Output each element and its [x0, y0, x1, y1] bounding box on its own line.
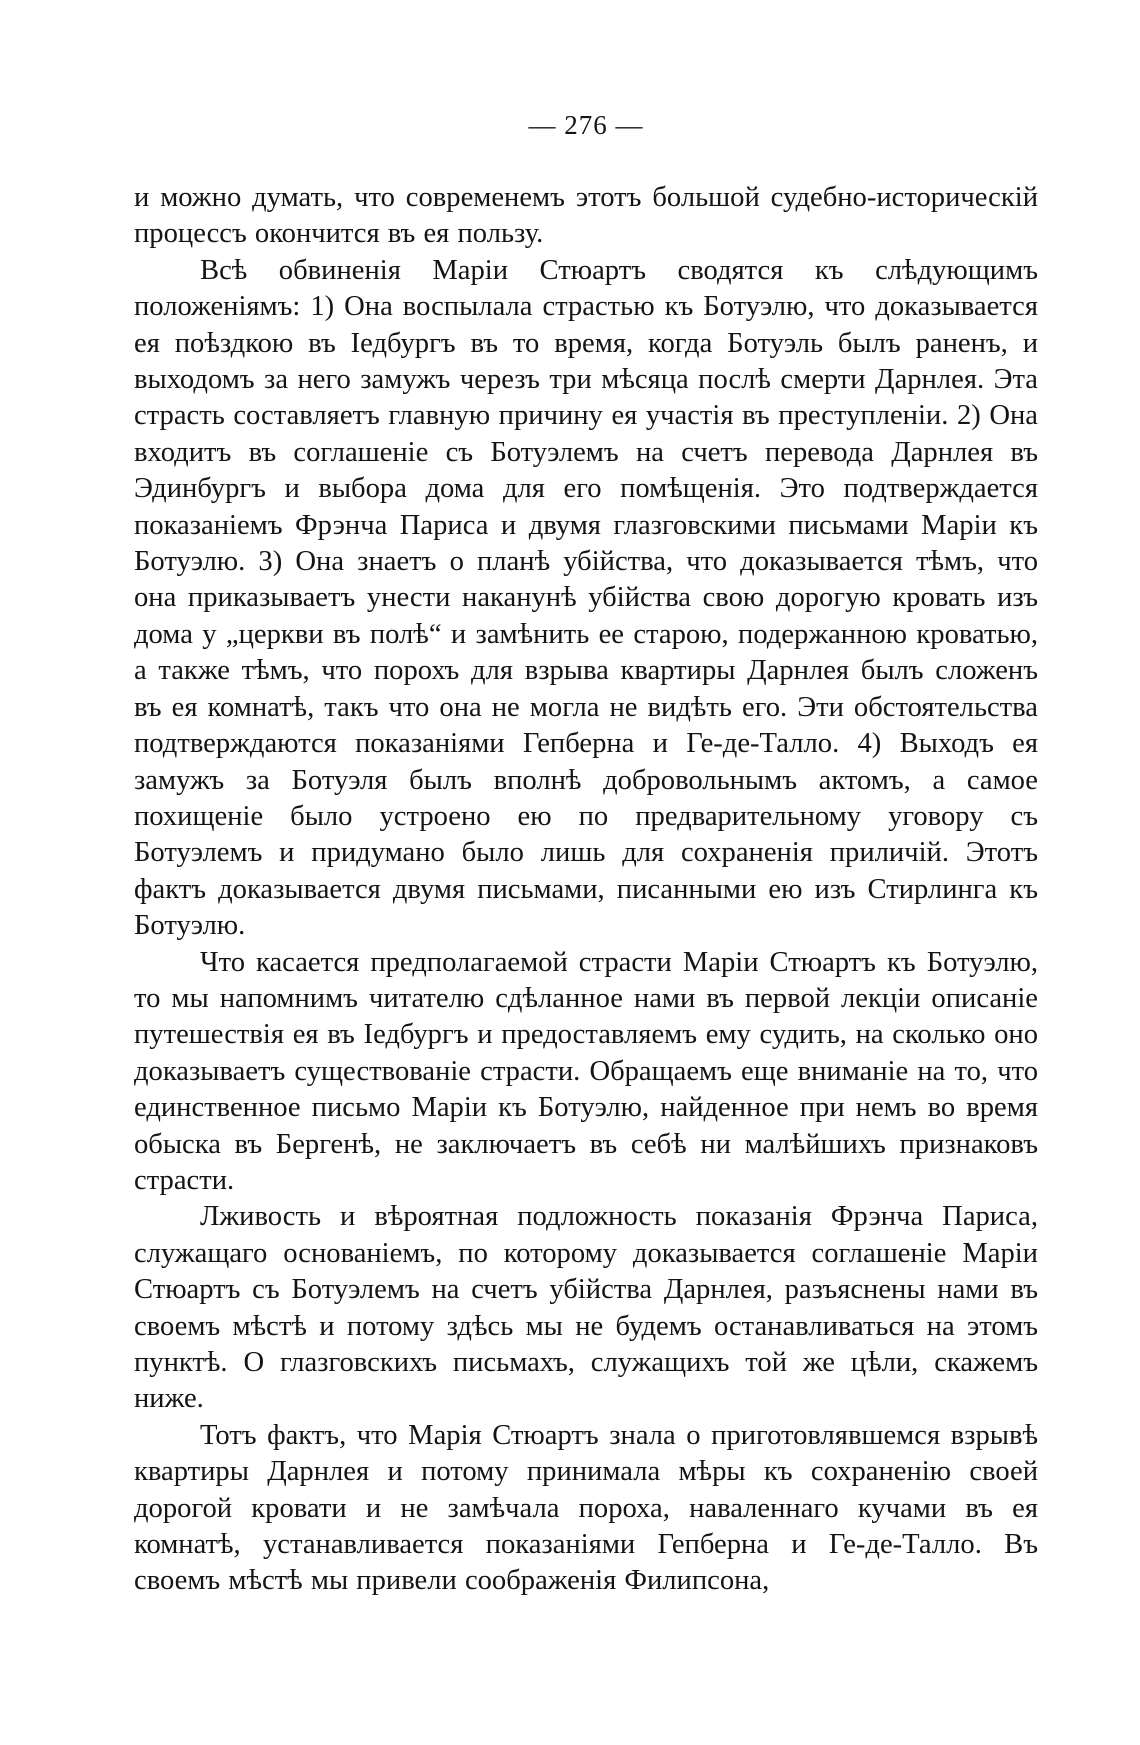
- page-text: [134, 180, 1038, 1600]
- book-page: [134, 108, 1038, 1600]
- paragraph-2: Всѣ обвиненія Маріи Стюартъ сводятся къ слѣдующимъ положеніямъ: 1) Она воспылала страстью къ Ботуэлю, что доказывается ея поѣздкою въ Іедбургъ въ то время, когда Ботуэль былъ раненъ, и выходомъ за него замужъ черезъ три мѣсяца послѣ смерти Дарнлея. Эта страсть составляетъ главную причину ея участія въ преступленіи. 2) Она входитъ въ соглашеніе съ Ботуэлемъ на счетъ перевода Дарнлея въ Эдинбургъ и выбора дома для его помѣщенія. Это подтверждается показаніемъ Фрэнча Париса и двумя глазговскими письмами Маріи къ Ботуэлю. 3) Она знаетъ о планѣ убійства, что доказывается тѣмъ, что она приказываетъ унести наканунѣ убійства свою дорогую кровать изъ дома у „церкви въ полѣ“ и замѣнить ее старою, подержанною кроватью, а также тѣмъ, что порохъ для взрыва квартиры Дарнлея былъ сложенъ въ ея комнатѣ, такъ что она не могла не видѣть его. Эти обстоятельства подтверждаются показаніями Гепберна и Ге-де-Талло. 4) Выходъ ея замужъ за Ботуэля былъ вполнѣ добровольнымъ актомъ, а самое похищеніе было устроено ею по предварительному уговору съ Ботуэлемъ и придумано было лишь для сохраненія приличій. Этотъ фактъ доказывается двумя письмами, писанными ею изъ Стирлинга къ Ботуэлю.: [134, 254, 1038, 942]
- paragraph-5: Тотъ фактъ, что Марія Стюартъ знала о приготовлявшемся взрывѣ квартиры Дарнлея и потому принимала мѣры къ сохраненію своей дорогой кровати и не замѣчала пороха, наваленнаго кучами въ ея комнатѣ, устанавливается показаніями Гепберна и Ге-де-Талло. Въ своемъ мѣстѣ мы привели соображенія Филипсона,: [134, 1419, 1038, 1597]
- page-number: — 276 —: [528, 110, 644, 140]
- paragraph-4: Лживость и вѣроятная подложность показанія Фрэнча Париса, служащаго основаніемъ, по которому доказывается соглашеніе Маріи Стюартъ съ Ботуэлемъ на счетъ убійства Дарнлея, разъяснены нами въ своемъ мѣстѣ и потому здѣсь мы не будемъ останавливаться на этомъ пунктѣ. О глазговскихъ письмахъ, служащихъ той же цѣли, скажемъ ниже.: [134, 1201, 1038, 1415]
- paragraph-3: Что касается предполагаемой страсти Маріи Стюартъ къ Ботуэлю, то мы напомнимъ читателю сдѣланное нами въ первой лекціи описаніе путешествія ея въ Іедбургъ и предоставляемъ ему судить, на сколько оно доказываетъ существованіе страсти. Обращаемъ еще вниманіе на то, что единственное письмо Маріи къ Ботуэлю, найденное при немъ во время обыска въ Бергенѣ, не заключаетъ въ себѣ ни малѣйшихъ признаковъ страсти.: [134, 946, 1038, 1196]
- paragraph-1: и можно думать, что современемъ этотъ большой судебно-историческій процессъ окончится въ ея пользу.: [134, 182, 1038, 250]
